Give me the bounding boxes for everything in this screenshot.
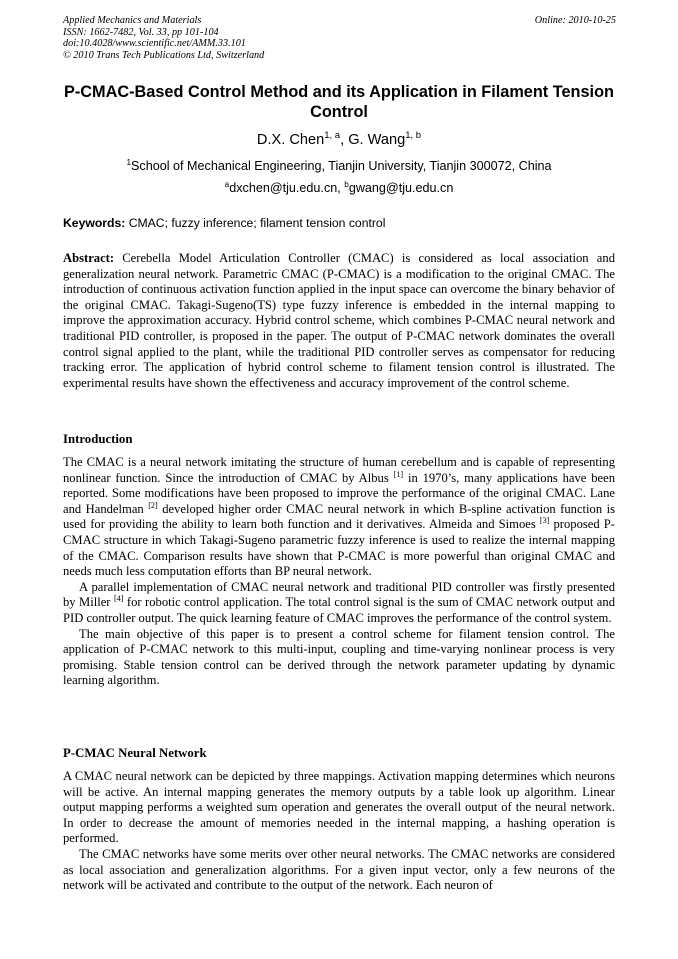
author-affiliation-mark: 1, b xyxy=(405,130,422,142)
email-mark: a xyxy=(224,179,230,189)
journal-header xyxy=(63,15,264,61)
pcmac-section xyxy=(63,769,615,894)
introduction-section xyxy=(63,455,615,689)
citation: [1] xyxy=(393,469,404,479)
affiliation-mark: 1 xyxy=(126,157,132,167)
online-date: Online: 2010-10-25 xyxy=(534,15,616,26)
author-name: G. Wang xyxy=(348,132,406,148)
author-affiliation-mark: 1, a xyxy=(324,130,341,142)
author-name: D.X. Chen xyxy=(256,132,325,148)
journal-name: Applied Mechanics and Materials xyxy=(63,15,202,26)
section-heading-introduction: Introduction xyxy=(63,432,133,446)
paragraph: The main objective of this paper is to present a control scheme for filament tension control. The application of P-CMAC network to this multi-input, coupling and time-varying nonlinear process is very promising. Stable tension control can be derived through the network parameter updating by dynamic learning algorithm. xyxy=(63,626,615,688)
copyright-line: © 2010 Trans Tech Publications Ltd, Switzerland xyxy=(63,49,265,61)
keywords-text: CMAC; fuzzy inference; filament tension control xyxy=(125,216,386,230)
author-line xyxy=(60,131,618,149)
keywords-label: Keywords: xyxy=(63,216,126,230)
email-line xyxy=(60,180,618,196)
paragraph: A parallel implementation of CMAC neural network and traditional PID controller was firstly presented by Miller [4] for robotic control application. The total control signal is the sum of CMAC network output and PID controller output. The quick learning feature of CMAC improves the performance of the control system. xyxy=(63,579,615,625)
email-mark: b xyxy=(344,179,349,189)
author-separator: , xyxy=(340,132,349,148)
section-heading-pcmac: P-CMAC Neural Network xyxy=(63,746,207,760)
doi-line: doi:10.4028/www.scientific.net/AMM.33.101 xyxy=(63,38,246,50)
affiliation-text: School of Mechanical Engineering, Tianjin University, Tianjin 300072, China xyxy=(131,159,552,173)
paragraph: The CMAC is a neural network imitating the structure of human cerebellum and is capable of representing nonlinear function. Since the introduction of CMAC by Albus [1] in 1970’s, many applications have been reported. Some modifications have been proposed to improve the performance of the original CMAC. Lane and Handelman [2] developed higher order CMAC neural network in which B-spline activation function is used for providing the ability to learn both function and it derivatives. Almeida and Simoes [3] proposed P-CMAC structure in which Takagi-Sugeno parametric fuzzy inference is used to realize the internal mapping of the CMAC. Comparison results have shown that P-CMAC is more powerful than original CMAC and needs much less computation efforts than BP neural network. xyxy=(63,455,615,579)
abstract-text: Cerebella Model Articulation Controller (CMAC) is considered as local association and generalization neural network. Parametric CMAC (P-CMAC) is a modification to the original CMAC. The introduction of continuous activation function applied in the input space can overcome the binary behavior of the original CMAC. Takagi-Sugeno(TS) type fuzzy inference is embedded in the internal mapping to improve the approximation accuracy. Hybrid control scheme, which combines P-CMAC neural network and traditional PID controller, is proposed in the paper. The output of P-CMAC network dominates the overall control signal applied to the plant, while the traditional PID controller serves as compensator for reducing tracking error. The application of hybrid control scheme to filament tension control is illustrated. The experimental results have shown the effectiveness and accuracy improvement of the control scheme. xyxy=(63,251,615,390)
citation: [2] xyxy=(148,500,158,510)
paragraph: A CMAC neural network can be depicted by three mappings. Activation mapping determines which neurons will be active. An internal mapping generates the memory outputs by a table look up algorithm. Linear output mapping performs a weighted sum operation and generates the overall output of the neural network. In order to decrease the amount of memories needed in the internal mapping, a hashing operation is performed. xyxy=(63,769,615,846)
keywords-line xyxy=(63,216,615,231)
abstract-paragraph xyxy=(63,251,615,391)
affiliation-line xyxy=(60,158,618,174)
email-address: dxchen@tju.edu.cn, xyxy=(229,181,345,195)
paragraph: The CMAC networks have some merits over other neural networks. The CMAC networks are considered as local association and generalization algorithms. For a given input vector, only a few neurons of the network will be activated and contribute to the output of the network. Each neuron of xyxy=(63,846,615,893)
abstract-label: Abstract: xyxy=(63,251,115,265)
citation: [3] xyxy=(539,516,550,526)
email-address: gwang@tju.edu.cn xyxy=(348,181,454,195)
paper-title: P-CMAC-Based Control Method and its Application in Filament Tension Control xyxy=(64,83,614,121)
issn-line: ISSN: 1662-7482, Vol. 33, pp 101-104 xyxy=(63,26,219,38)
citation: [4] xyxy=(113,594,124,604)
